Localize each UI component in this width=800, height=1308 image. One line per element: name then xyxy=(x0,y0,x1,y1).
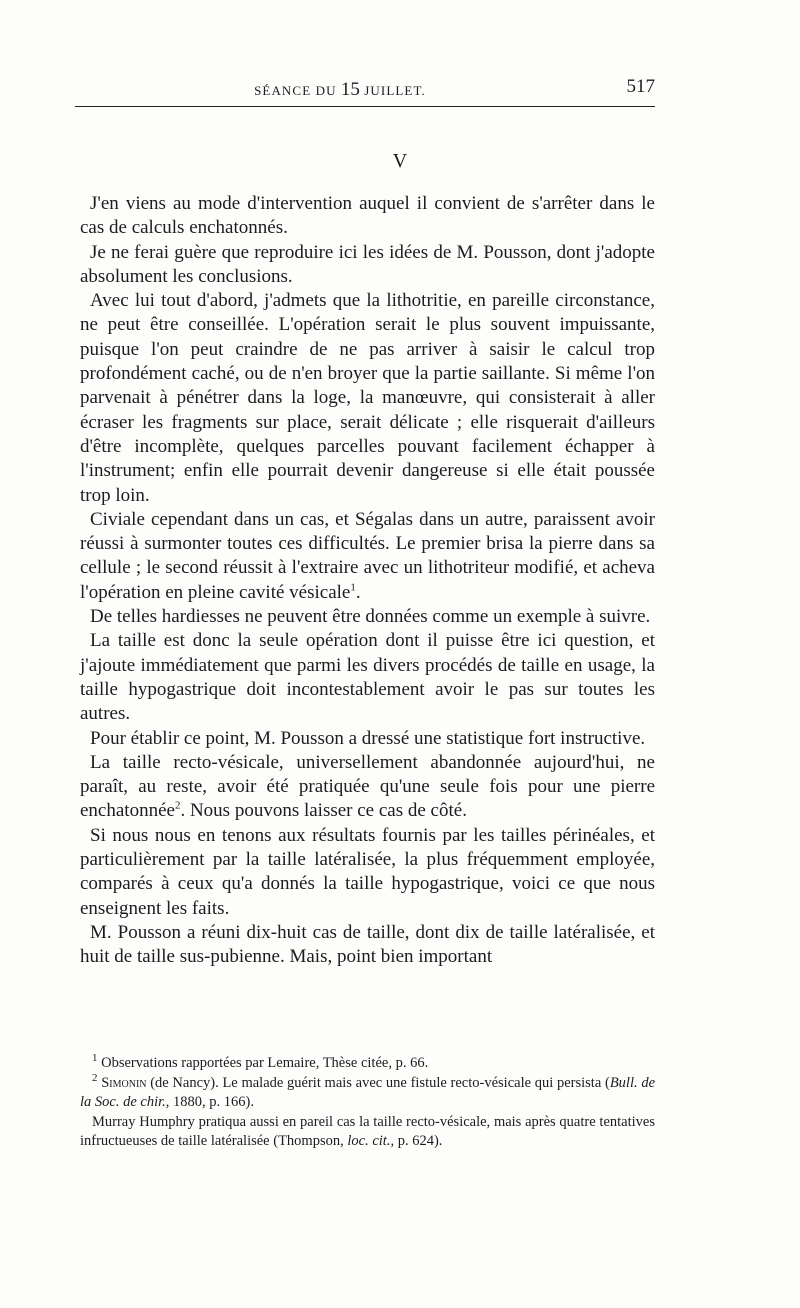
paragraph: La taille est donc la seule opération dont il puisse être ici question, et j'ajoute immédiatement que parmi les divers procédés de taille en usage, la taille hypogastrique doit incontestablement avoir le pas sur toutes les autres. xyxy=(80,630,655,725)
paragraph: Pour établir ce point, M. Pousson a dressé une statistique fort instructive. xyxy=(90,727,646,749)
running-title xyxy=(75,79,605,101)
paragraph: Avec lui tout d'abord, j'admets que la lithotritie, en pareille circonstance, ne peut être conseillée. L'opération serait le plus souvent impuissante, puisque l'on peut craindre de ne pas arriver à saisir le calcul trop profondément caché, ou de n'en broyer que la partie saillante. Si même l'on parvenait à pénétrer dans la loge, la manœuvre, qui consisterait à aller écraser les fragments sur place, serait délicate ; elle risquerait d'ailleurs d'être incomplète, quelques parcelles pouvant facilement échapper à l'instrument; enfin elle pourrait devenir dangereuse si elle était poussée trop loin. xyxy=(80,290,655,506)
paragraph: Je ne ferai guère que reproduire ici les idées de M. Pousson, dont j'adopte absolument les conclusions. xyxy=(80,241,655,287)
footnote-author: Simonin xyxy=(101,1074,147,1091)
paragraph: M. Pousson a réuni dix-huit cas de taille, dont dix de taille latéralisée, et huit de taille sus-pubienne. Mais, point bien important xyxy=(80,921,655,968)
running-title-day: 15 xyxy=(340,79,360,100)
footnotes xyxy=(80,1054,655,1152)
running-title-after: JUILLET. xyxy=(359,83,426,98)
header-rule xyxy=(75,106,655,107)
section-numeral: V xyxy=(392,150,408,172)
paragraph: La taille recto-vésicale, universellement abandonnée aujourd'hui, ne paraît, au reste, avoir été pratiquée qu'une seule fois pour une pierre enchatonnée$^2$. Nous pouvons laisser ce cas de côté. xyxy=(80,751,655,822)
footnote-2: $^2$ Simonin (de Nancy). Le malade guérit mais avec une fistule recto-vésicale qui persista (Bull. de la Soc. de chir., 1880, p. 166). xyxy=(80,1071,655,1110)
footnote-1: $^1$ Observations rapportées par Lemaire, Thèse citée, p. 66. xyxy=(92,1052,429,1071)
paragraph: Civiale cependant dans un cas, et Ségalas dans un autre, paraissent avoir réussi à surmonter toutes ces difficultés. Le premier brisa la pierre dans sa cellule ; le second réussit à l'extraire avec un lithotriteur modifié, et acheva l'opération en pleine cavité vésicale$^1$. xyxy=(80,508,655,603)
paragraph: J'en viens au mode d'intervention auquel il convient de s'arrêter dans le cas de calculs enchatonnés. xyxy=(80,193,655,239)
page-number: 517 xyxy=(626,76,655,97)
running-head xyxy=(75,76,655,98)
paragraph: De telles hardiesses ne peuvent être données comme un exemple à suivre. xyxy=(90,606,651,628)
footnote-ref: 1 xyxy=(350,581,356,594)
paragraph: Si nous nous en tenons aux résultats fournis par les tailles périnéales, et particulièrement par la taille latéralisée, la plus fréquemment employée, comparés à ceux qu'a donnés la taille hypogastrique, voici ce que nous enseignent les faits. xyxy=(80,824,655,919)
body-text xyxy=(80,192,655,970)
footnote-marker: 2 xyxy=(92,1071,98,1084)
footnote-ref: 2 xyxy=(174,800,181,813)
running-title-before: SÉANCE DU xyxy=(254,83,341,98)
footnote-marker: 1 xyxy=(92,1052,98,1065)
footnote-3: Murray Humphry pratiqua aussi en pareil cas la taille recto-vésicale, mais après quatre tentatives infructueuses de taille latéralisée (Thompson, loc. cit., p. 624). xyxy=(80,1113,655,1149)
